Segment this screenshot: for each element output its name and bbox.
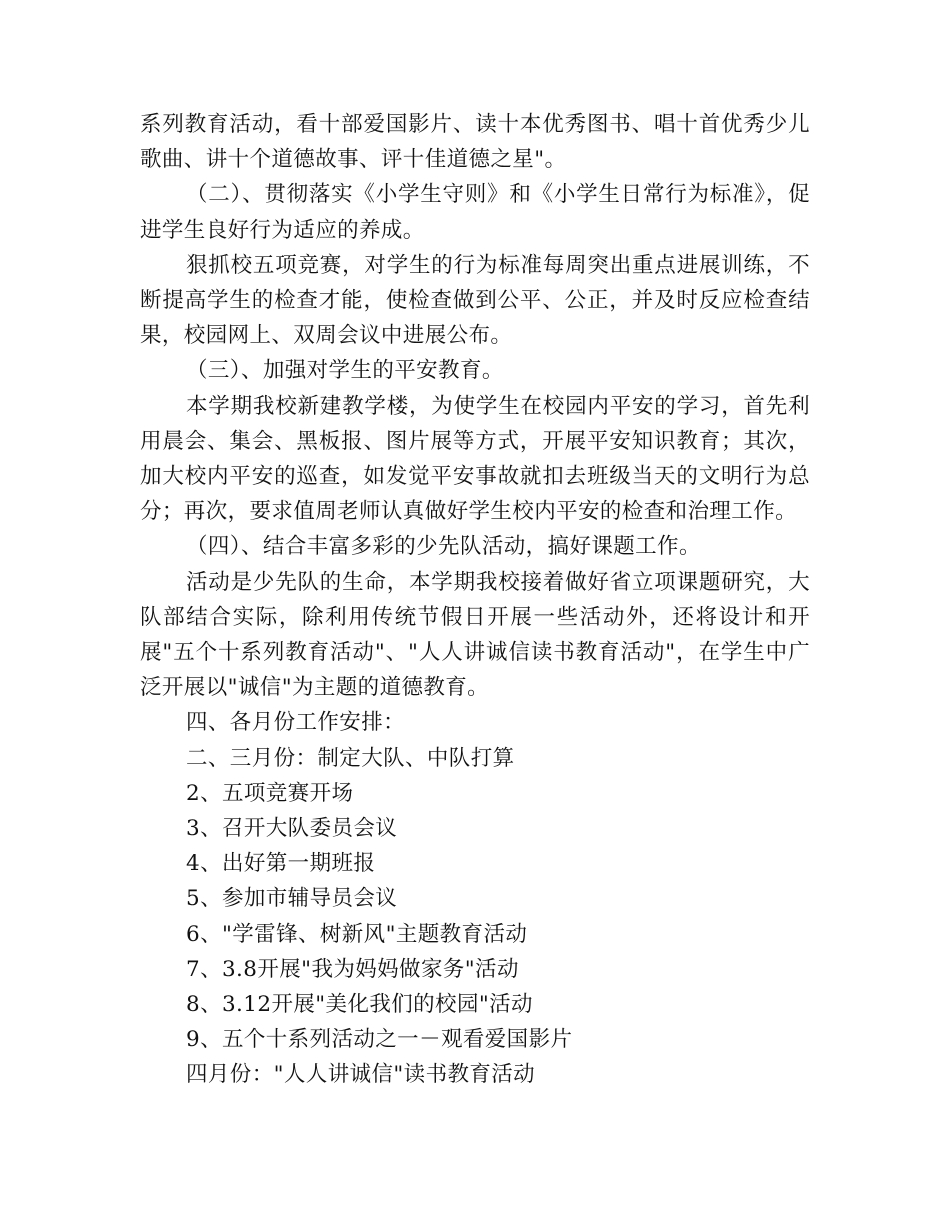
paragraph-safety: 本学期我校新建教学楼，为使学生在校园内平安的学习，首先利用晨会、集会、黑板报、图片展等方式，开展平安知识教育；其次，加大校内平安的巡查，如发觉平安事故就扣去班级当天的文明行为总分；再次，要求值周老师认真做好学生校内平安的检查和治理工作。	[140, 393, 810, 525]
list-item: 四月份："人人讲诚信"读书教育活动	[186, 1062, 536, 1088]
paragraph-continuation: 系列教育活动，看十部爱国影片、读十本优秀图书、唱十首优秀少儿歌曲、讲十个道德故事、评十佳道德之星"。	[140, 112, 810, 173]
section-heading-2: （二）、贯彻落实《小学生守则》和《小学生日常行为标准》，促进学生良好行为适应的养成。	[140, 182, 810, 243]
list-item: 二、三月份：制定大队、中队打算	[186, 745, 515, 771]
list-item: 8、3.12开展"美化我们的校园"活动	[186, 992, 533, 1018]
list-item: 3、召开大队委员会议	[186, 816, 398, 842]
list-item: 4、出好第一期班报	[186, 851, 376, 877]
paragraph-activities: 活动是少先队的生命，本学期我校接着做好省立项课题研究，大队部结合实际，除利用传统节假日开展一些活动外，还将设计和开展"五个十系列教育活动"、"人人讲诚信读书教育活动"，在学生中广泛开展以"诚信"为主题的道德教育。	[140, 569, 810, 701]
list-item: 5、参加市辅导员会议	[186, 886, 398, 912]
list-item: 7、3.8开展"我为妈妈做家务"活动	[186, 956, 519, 982]
paragraph-competition: 狠抓校五项竞赛，对学生的行为标准每周突出重点进展训练，不断提高学生的检查才能，使检查做到公平、公正，并及时反应检查结果，校园网上、双周会议中进展公布。	[140, 252, 810, 349]
list-item: 2、五项竞赛开场	[186, 780, 354, 806]
monthly-schedule-heading: 四、各月份工作安排：	[186, 710, 406, 736]
list-item: 6、"学雷锋、树新风"主题教育活动	[186, 921, 528, 947]
section-heading-3: （三）、加强对学生的平安教育。	[186, 358, 504, 384]
document-body	[140, 107, 810, 1093]
section-heading-4: （四）、结合丰富多彩的少先队活动，搞好课题工作。	[186, 534, 701, 560]
list-item: 9、五个十系列活动之一－观看爱国影片	[186, 1027, 573, 1053]
